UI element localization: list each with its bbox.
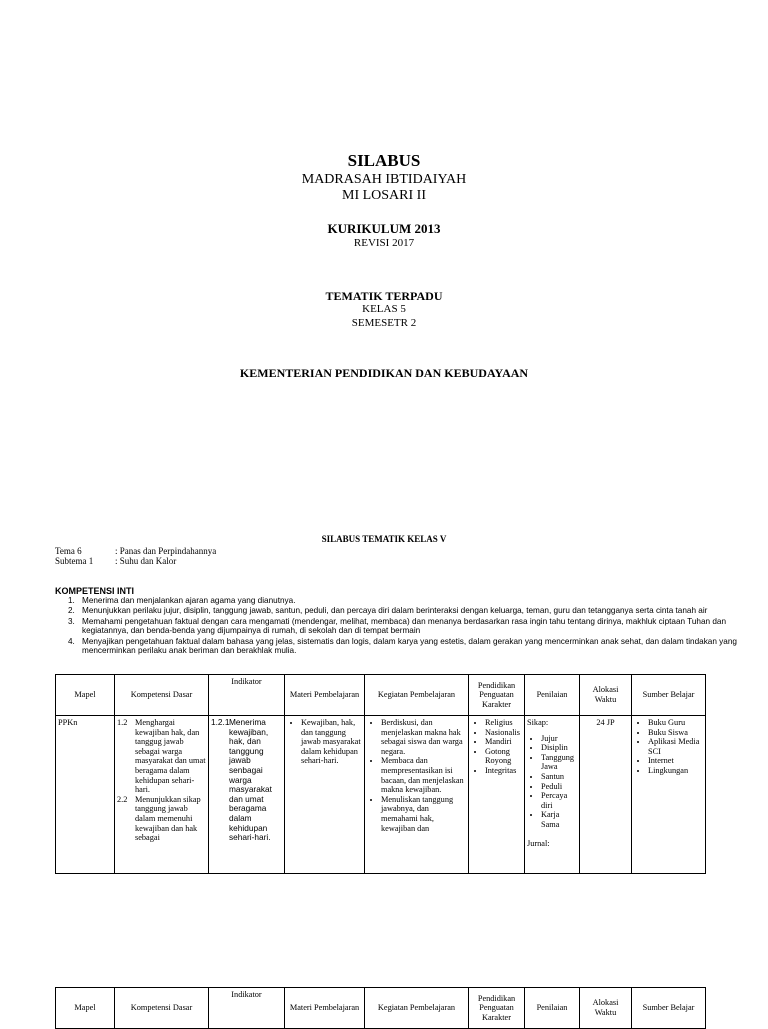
- kd-text: Menghargai kewajiban hak, dan tanggug jawab sebagai warga masyarakat dan umat beragama dalam kehidupan sehari-hari.: [135, 718, 206, 795]
- header-penilaian: Penilaian: [525, 988, 580, 1029]
- penilaian-label: Sikap:: [527, 718, 549, 727]
- penilaian-item: • Karja Sama: [541, 810, 577, 829]
- cell-kegiatan: [365, 716, 469, 874]
- header-alokasi: Alokasi Waktu: [580, 988, 632, 1029]
- penilaian-item: • Peduli: [541, 782, 577, 792]
- ppk-item: • Religius: [485, 718, 522, 728]
- tema-label: Tema 6: [55, 546, 82, 556]
- subtema-value: : Suhu dan Kalor: [115, 556, 177, 566]
- subtema-line: [55, 556, 176, 566]
- cover-semester: SEMESETR 2: [351, 317, 417, 329]
- ppk-item: • Gotong Royong: [485, 747, 522, 766]
- header-mapel: Mapel: [56, 988, 115, 1029]
- ki-text: Menerima dan menjalankan ajaran agama yang dianutnya.: [82, 596, 296, 605]
- kd-item: [117, 718, 206, 795]
- header-materi: Materi Pembelajaran: [285, 675, 365, 716]
- header-alokasi: Alokasi Waktu: [580, 675, 632, 716]
- table-header-row: [56, 988, 706, 1029]
- cell-penilaian: [525, 716, 580, 874]
- cell-kd: [115, 716, 209, 874]
- header-ppk: Pendidikan Penguatan Karakter: [469, 675, 525, 716]
- header-kd: Kompetensi Dasar: [115, 675, 209, 716]
- penilaian-jurnal: Jurnal:: [527, 838, 550, 848]
- ki-item: [68, 596, 742, 605]
- silabus-table-continued: [55, 987, 706, 1029]
- ppk-item: • Integritas: [485, 766, 522, 776]
- cover-class: KELAS 5: [362, 303, 406, 315]
- silabus-title: SILABUS TEMATIK KELAS V: [321, 534, 447, 544]
- kegiatan-item: • Membaca dan mempresentasikan isi bacaan, dan menjelaskan makna kewajiban.: [381, 756, 466, 794]
- cover-school: MI LOSARI II: [342, 188, 426, 203]
- ki-item: [68, 606, 742, 616]
- cell-sumber: [632, 716, 706, 874]
- cell-materi: [285, 716, 365, 874]
- ki-item: [68, 616, 742, 636]
- header-penilaian: Penilaian: [525, 675, 580, 716]
- materi-item: • Kewajiban, hak, dan tanggung jawab masyarakat dalam kehidupan sehari-hari.: [301, 718, 362, 766]
- sumber-item: • Buku Guru: [648, 718, 703, 728]
- penilaian-item: • Santun: [541, 772, 577, 782]
- ki-num: 2.: [68, 606, 75, 616]
- sumber-item: • Lingkungan: [648, 766, 703, 776]
- header-kegiatan: Kegiatan Pembelajaran: [365, 675, 469, 716]
- penilaian-item: • Jujur: [541, 734, 577, 744]
- cell-indikator: [209, 716, 285, 874]
- ki-list: [55, 596, 742, 656]
- ki-num: 4.: [68, 636, 75, 646]
- kegiatan-item: • Menuliskan tanggung jawabnya, dan memahami hak, kewajiban dan: [381, 795, 466, 833]
- ki-text: Menunjukkan perilaku jujur, disiplin, tanggung jawab, santun, peduli, dan percaya diri dalam berinteraksi dengan keluarga, teman, guru dan tetangganya serta cinta tanah air: [82, 606, 708, 616]
- ki-num: 1.: [68, 596, 75, 605]
- table-row: [56, 716, 706, 874]
- header-sumber: Sumber Belajar: [632, 675, 706, 716]
- indikator-num: 1.2.1: [211, 717, 230, 727]
- cover-ministry: KEMENTERIAN PENDIDIKAN DAN KEBUDAYAAN: [239, 366, 529, 380]
- header-kegiatan: Kegiatan Pembelajaran: [365, 988, 469, 1029]
- cell-ppk: [469, 716, 525, 874]
- header-indikator: Indikator: [209, 675, 285, 716]
- ki-heading: KOMPETENSI INTI: [55, 586, 135, 596]
- kd-num: 1.2: [117, 718, 128, 727]
- header-materi: Materi Pembelajaran: [285, 988, 365, 1029]
- penilaian-item: • Tanggung Jawa: [541, 753, 577, 772]
- ki-text: Memahami pengetahuan faktual dengan cara mengamati (mendengar, melihat, membaca) dan menanya berdasarkan rasa ingin tahu tentang dirinya, makhluk ciptaan Tuhan dan kegiatannya, dan benda-benda yang dijumpainya di rumah, di sekolah dan di tempat bermain: [82, 616, 727, 636]
- header-indikator: Indikator: [209, 988, 285, 1029]
- penilaian-item: • Disiplin: [541, 743, 577, 753]
- cell-mapel: PPKn: [56, 716, 115, 874]
- cover-revision: REVISI 2017: [353, 237, 415, 249]
- subtema-label: Subtema 1: [55, 556, 94, 566]
- ppk-item: • Mandiri: [485, 737, 522, 747]
- cover-curriculum: KURIKULUM 2013: [327, 221, 441, 236]
- kd-text: Menunjukkan sikap tanggung jawab dalam memenuhi kewajiban dan hak sebagai: [135, 794, 201, 843]
- table-header-row: [56, 675, 706, 716]
- kegiatan-item: • Berdiskusi, dan menjelaskan makna hak sebagai siswa dan warga negara.: [381, 718, 466, 756]
- cover-madrasah: MADRASAH IBTIDAIYAH: [301, 172, 467, 187]
- indikator-text: Menerima kewajiban, hak, dan tanggung jawab senbagai warga masyarakat dan umat beragama dalam kehidupan sehari-hari.: [229, 717, 272, 843]
- cell-alokasi: 24 JP: [580, 716, 632, 874]
- cover-theme: TEMATIK TERPADU: [325, 289, 443, 303]
- ki-text: Menyajikan pengetahuan faktual dalam bahasa yang jelas, sistematis dan logis, dalam karya yang estetis, dalam gerakan yang mencerminkan anak sehat, dan dalam tindakan yang mencerminkan perilaku anak beriman dan berakhlak mulia.: [82, 636, 737, 656]
- penilaian-item: • Percaya diri: [541, 791, 577, 810]
- silabus-table: [55, 674, 706, 874]
- ki-num: 3.: [68, 616, 75, 626]
- sumber-item: • Internet: [648, 756, 703, 766]
- header-kd: Kompetensi Dasar: [115, 988, 209, 1029]
- tema-value: : Panas dan Perpindahannya: [115, 546, 217, 556]
- sumber-item: • Aplikasi Media SCI: [648, 737, 703, 756]
- header-sumber: Sumber Belajar: [632, 988, 706, 1029]
- kd-item: [117, 795, 206, 843]
- ki-item: [68, 636, 742, 656]
- header-ppk: Pendidikan Penguatan Karakter: [469, 988, 525, 1029]
- sumber-item: • Buku Siswa: [648, 728, 703, 738]
- tema-line: [55, 546, 216, 556]
- ppk-item: • Nasionalis: [485, 728, 522, 738]
- cover-title: SILABUS: [347, 151, 421, 170]
- header-mapel: Mapel: [56, 675, 115, 716]
- kd-num: 2.2: [117, 794, 128, 804]
